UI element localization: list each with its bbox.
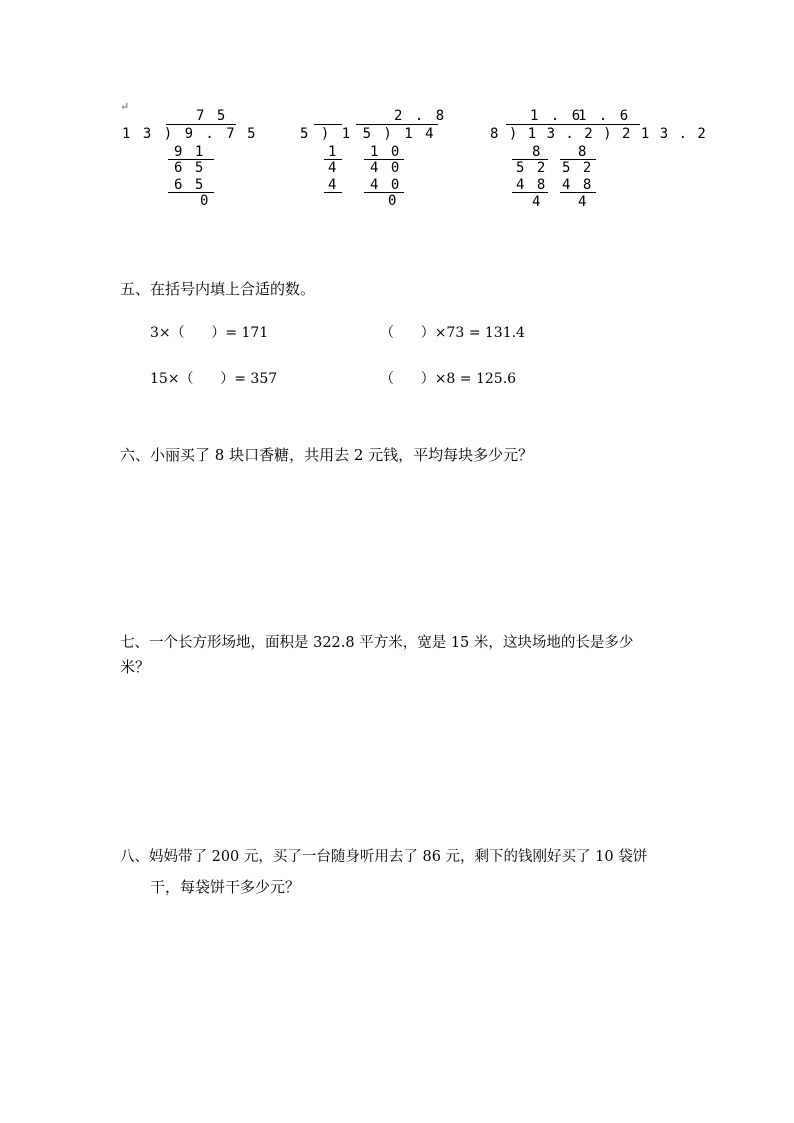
division-b-left3: 4 — [328, 177, 339, 193]
division-b-row3: 4 0 — [370, 177, 402, 193]
division-b-remainder: 0 — [388, 193, 399, 209]
division-c-bar — [506, 124, 640, 125]
division-a-remainder: 0 — [200, 193, 211, 209]
division-b-bar-left — [314, 124, 342, 125]
return-mark: ↵ — [120, 100, 130, 113]
division-c-row3-left: 4 8 — [516, 177, 548, 193]
division-c-row1-right: 8 — [578, 144, 589, 160]
division-c-head: 8 ) 1 3 . 2 ) 2 1 3 . 2 — [490, 126, 707, 142]
division-a-row1: 9 1 — [174, 144, 206, 160]
division-b-row1: 1 0 — [370, 144, 402, 160]
section5-title: 五、在括号内填上合适的数。 — [120, 280, 316, 298]
division-c-row1-left: 8 — [532, 144, 543, 160]
division-b-quotient: 2 . 8 — [394, 108, 447, 124]
division-c-row4-left: 4 — [532, 194, 543, 210]
section5-equation-1: 3×（ ）= 171 — [150, 325, 269, 341]
section8-question-line1: 八、妈妈带了 200 元，买了一台随身听用去了 86 元，剩下的钱刚好买了 10 袋饼 — [120, 849, 648, 865]
division-c-line2-right — [560, 192, 596, 193]
section8-question-line2: 干，每袋饼干多少元？ — [150, 878, 301, 896]
division-c-line2-left — [512, 192, 548, 193]
division-b-head: 5 ) 1 5 ) 1 4 — [300, 126, 436, 142]
section5-equation-3: 15×（ ）= 357 — [150, 371, 278, 387]
division-a-row2: 6 5 — [174, 160, 206, 176]
division-c-row2-left: 5 2 — [516, 160, 548, 176]
division-a-quotient: 7 5 — [196, 108, 228, 124]
division-b-left2: 4 — [328, 160, 339, 176]
section7-question-line1: 七、一个长方形场地，面积是 322.8 平方米，宽是 15 米，这块场地的长是多少 — [120, 635, 634, 651]
division-b-left-line2 — [324, 192, 342, 193]
division-c-row4-right: 4 — [578, 194, 589, 210]
division-b-bar-right — [356, 124, 438, 125]
division-b-row2: 4 0 — [370, 160, 402, 176]
division-b-left1: 1 — [328, 144, 339, 160]
section5-equation-2: （ ）×73 = 131.4 — [380, 325, 525, 341]
division-a-bar — [166, 124, 236, 125]
section5-equation-4: （ ）×8 = 125.6 — [380, 371, 517, 387]
division-c-row2-right: 5 2 — [562, 160, 594, 176]
division-c-row3-right: 4 8 — [562, 177, 594, 193]
division-c-quotient-left: 1 . 6 — [530, 108, 583, 124]
section7-question-line2: 米？ — [120, 658, 151, 676]
section6-question: 六、小丽买了 8 块口香糖，共用去 2 元钱，平均每块多少元？ — [120, 446, 534, 464]
division-c-quotient-right: 1 . 6 — [578, 108, 631, 124]
division-a-row3: 6 5 — [174, 177, 206, 193]
division-a-head: 1 3 ) 9 . 7 5 — [122, 126, 258, 142]
